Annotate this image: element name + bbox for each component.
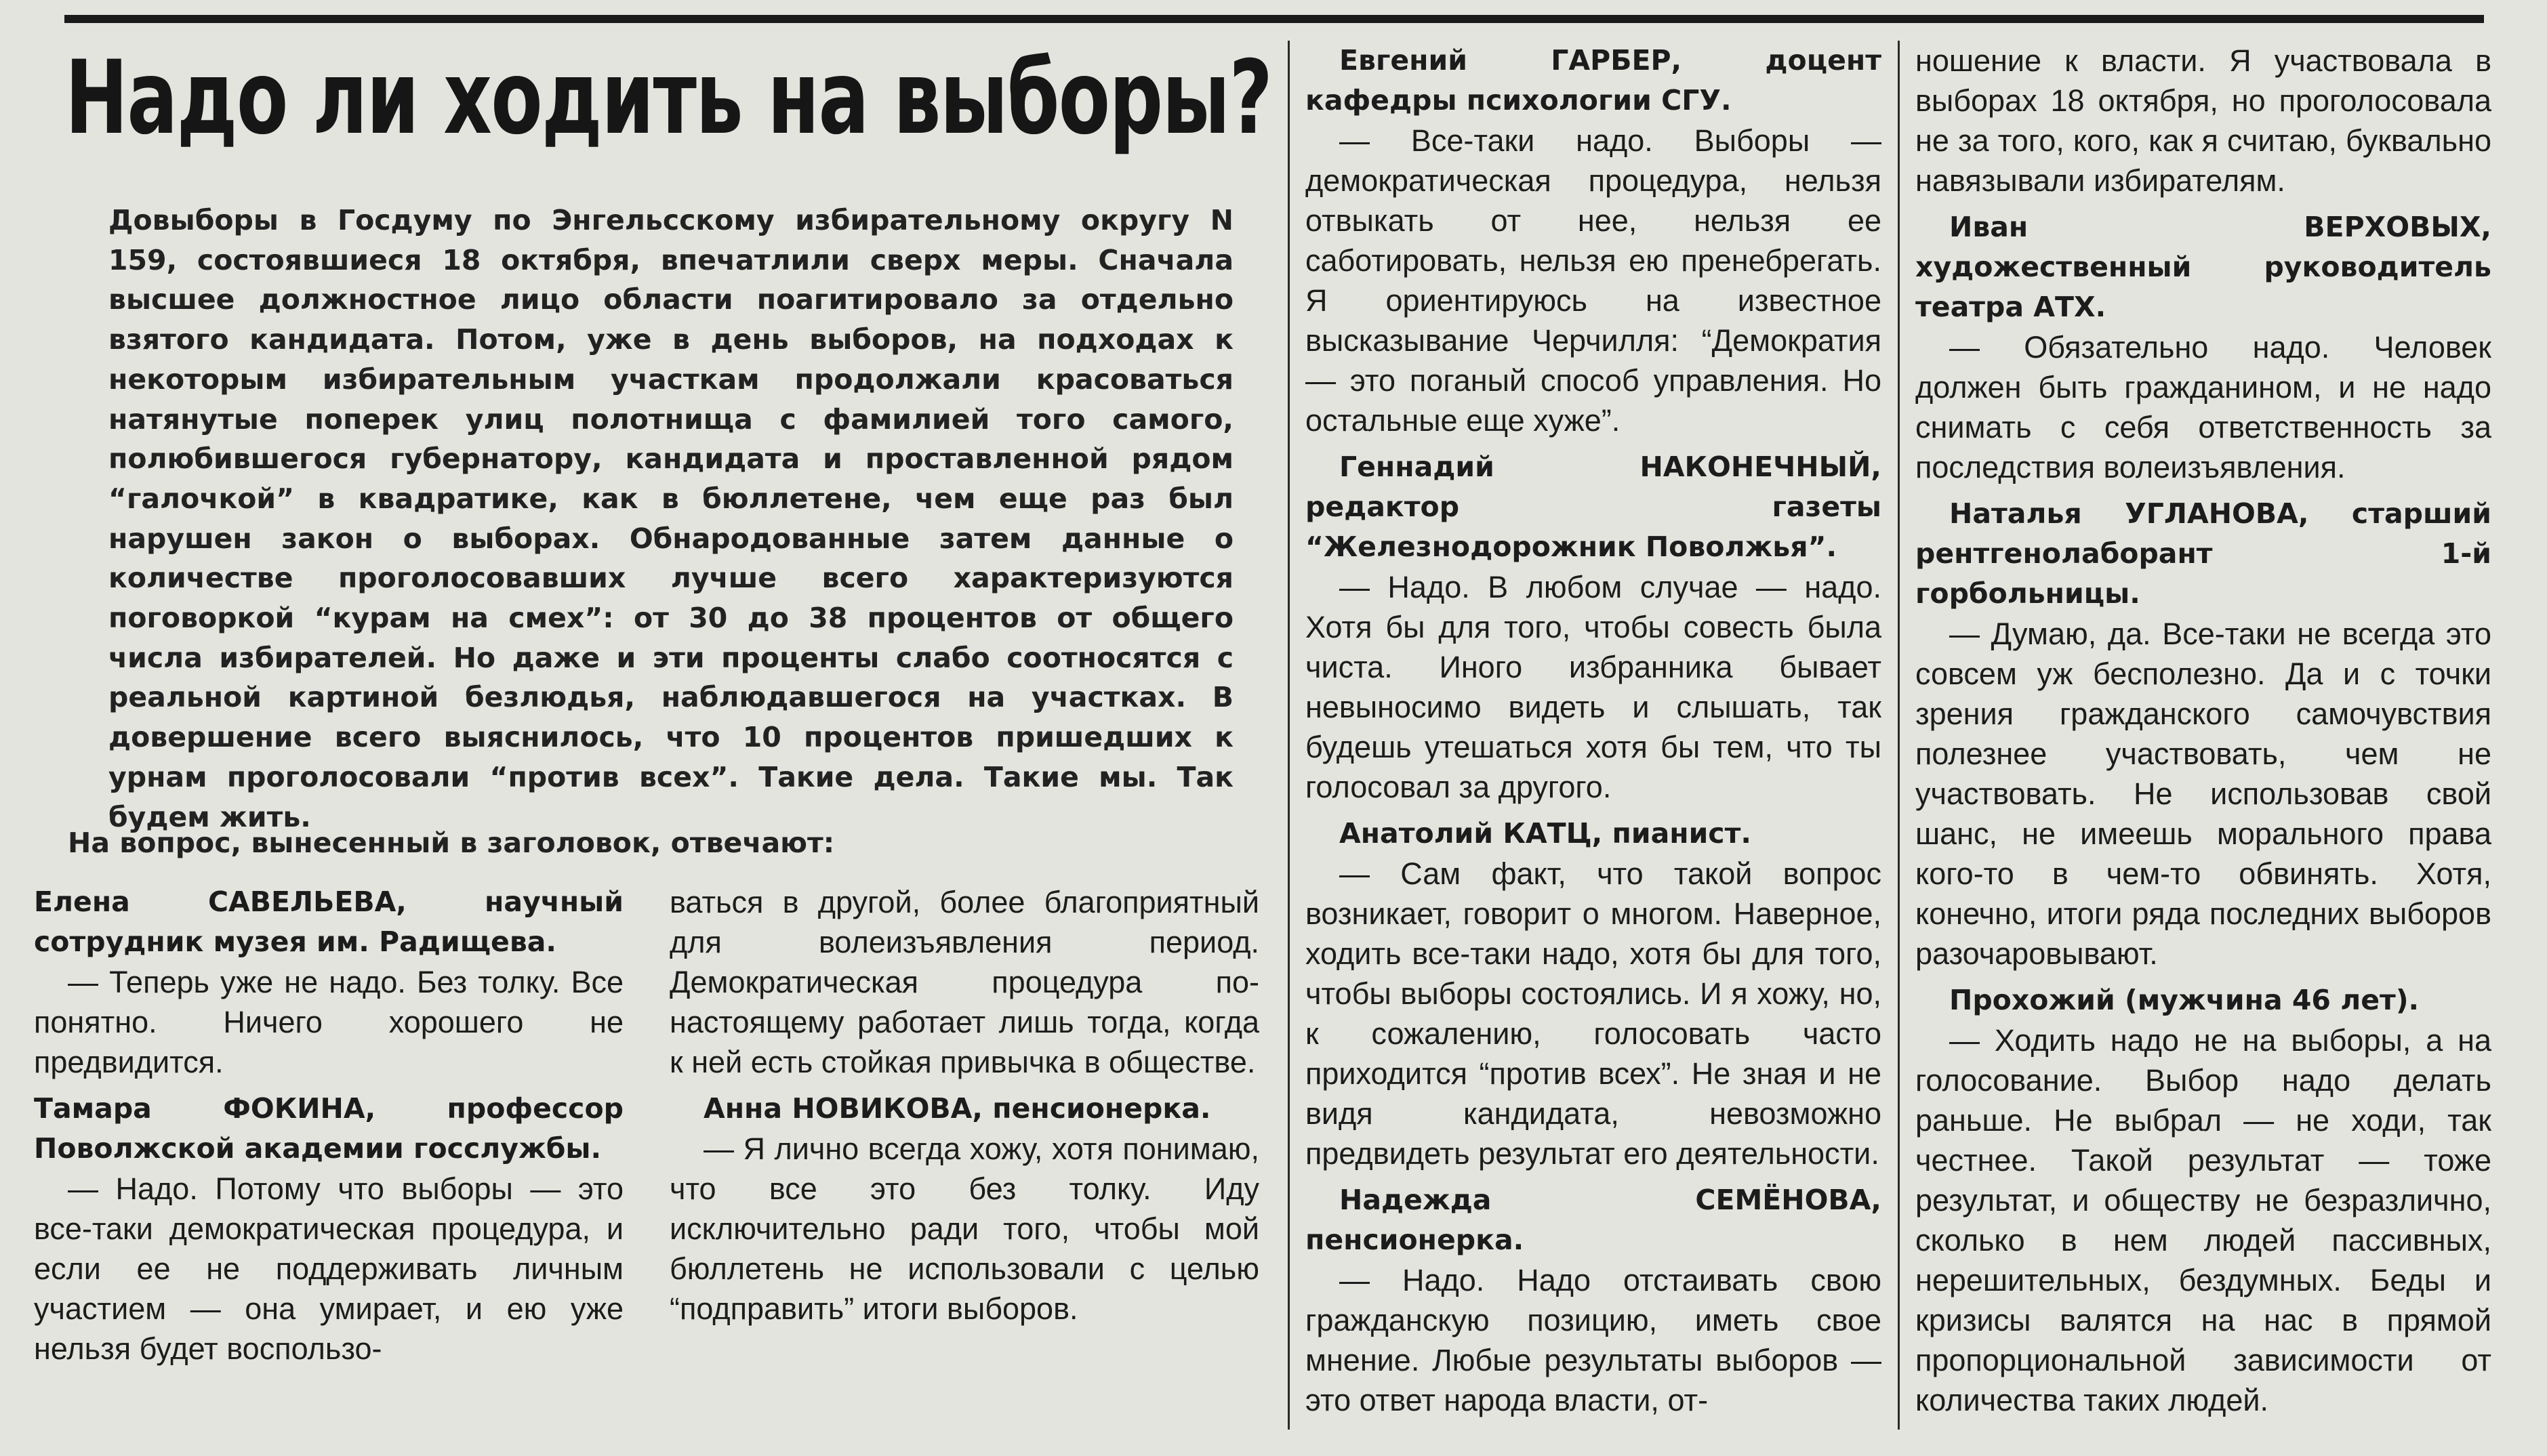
column-1	[34, 882, 624, 1369]
respondent-answer-continued: ношение к власти. Я участвовала в выборах 18 октября, но проголосовала не за того, кого, как я считаю, буквально навязывали избирателям.	[1915, 43, 2491, 198]
respondent-answer: — Надо. В любом случае — надо. Хотя бы для того, чтобы совесть была чиста. Иного избранника бывает невыносимо видеть и слышать, так будешь утешаться хотя бы тем, что ты голосовал за другого.	[1305, 570, 1881, 804]
respondent-name: Анатолий КАТЦ, пианист.	[1339, 817, 1751, 850]
question-line: На вопрос, вынесенный в заголовок, отвечают:	[68, 827, 835, 859]
respondent-name: Елена САВЕЛЬЕВА, научный сотрудник музея им. Радищева.	[34, 886, 624, 958]
respondent-answer: — Надо. Надо отстаивать свою гражданскую позицию, иметь свое мнение. Любые результаты выборов — это ответ народа власти, от-	[1305, 1263, 1881, 1417]
respondent-answer: — Думаю, да. Все-таки не всегда это совсем уж бесполезно. Да и с точки зрения гражданского самочувствия полезнее участвовать, чем не участвовать. Не использовав свой шанс, не имеешь морального права кого-то в чем-то обвинять. Хотя, конечно, итоги ряда последних выборов разочаровывают.	[1915, 617, 2491, 971]
respondent-name: Надежда СЕМЁНОВА, пенсионерка.	[1305, 1184, 1881, 1256]
respondent-name: Наталья УГЛАНОВА, старший рентгенолаборант 1-й горбольницы.	[1915, 497, 2491, 610]
respondent-answer-continued: ваться в другой, более благоприятный для волеизъявления период. Демократическая процедура по-настоящему работает лишь тогда, когда к ней есть стойкая привычка в обществе.	[670, 885, 1259, 1079]
respondent-answer: — Все-таки надо. Выборы — демократическая процедура, нельзя отвыкать от нее, нельзя ее саботировать, нельзя ею пренебрегать. Я ориентируюсь на известное высказывание Черчилля: “Демократия — это поганый способ управления. Но остальные еще хуже”.	[1305, 123, 1881, 438]
respondent-answer: — Сам факт, что такой вопрос возникает, говорит о многом. Наверное, ходить все-таки надо, хотя бы для того, чтобы выборы состоялись. И я хожу, но, к сожалению, голосовать часто приходится “против всех”. Не зная и не видя кандидата, невозможно предвидеть результат его деятельности.	[1305, 856, 1881, 1171]
top-rule	[64, 15, 2484, 23]
respondent-answer: — Ходить надо не на выборы, а на голосование. Выбор надо делать раньше. Не выбрал — не ходи, так честнее. Такой результат — тоже результат, и обществу не безразлично, сколько в нем людей пассивных, нерешительных, бездумных. Беды и кризисы валятся на нас в прямой пропорциональной зависимости от количества таких людей.	[1915, 1023, 2491, 1417]
respondent-name: Прохожий (мужчина 46 лет).	[1949, 984, 2420, 1016]
respondent-name: Анна НОВИКОВА, пенсионерка.	[704, 1092, 1211, 1125]
column-3	[1305, 41, 1881, 1420]
column-divider	[1288, 41, 1290, 1430]
respondent-name: Геннадий НАКОНЕЧНЫЙ, редактор газеты “Железнодорожник Поволжья”.	[1305, 451, 1881, 563]
column-2	[670, 882, 1259, 1329]
respondent-answer: — Надо. Потому что выборы — это все-таки демократическая процедура, и если ее не поддерживать личным участием — она умирает, и ею уже нельзя будет воспользо-	[34, 1171, 624, 1366]
respondent-answer: — Обязательно надо. Человек должен быть гражданином, и не надо снимать с себя ответственность за последствия волеизъявления.	[1915, 330, 2491, 484]
column-4	[1915, 41, 2491, 1420]
respondent-name: Евгений ГАРБЕР, доцент кафедры психологии СГУ.	[1305, 44, 1881, 117]
respondent-name: Тамара ФОКИНА, профессор Поволжской академии госслужбы.	[34, 1092, 624, 1165]
respondent-answer: — Я лично всегда хожу, хотя понимаю, что все это без толку. Иду исключительно ради того, чтобы мой бюллетень не использовали с целью “подправить” итоги выборов.	[670, 1131, 1259, 1326]
column-divider	[1898, 41, 1900, 1430]
respondent-name: Иван ВЕРХОВЫХ, художественный руководитель театра АТХ.	[1915, 211, 2491, 323]
article-headline: Надо ли ходить на выборы?	[65, 39, 1272, 157]
article-lead: Довыборы в Госдуму по Энгельсскому избирательному округу N 159, состоявшиеся 18 октября, впечатлили сверх меры. Сначала высшее должностное лицо области поагитировало за отдельно взятого кандидата. Потом, уже в день выборов, на подходах к некоторым избирательным участкам продолжали красоваться натянутые поперек улиц полотнища с фамилией того самого, полюбившегося губернатору, кандидата и проставленной рядом “галочкой” в квадратике, как в бюллетене, чем еще раз был нарушен закон о выборах. Обнародованные затем данные о количестве проголосовавших лучше всего характеризуются поговоркой “курам на смех”: от 30 до 38 процентов от общего числа избирателей. Но даже и эти проценты слабо соотносятся с реальной картиной безлюдья, наблюдавшегося на участках. В довершение всего выяснилось, что 10 процентов пришедших к урнам проголосовали “против всех”. Такие дела. Такие мы. Так будем жить.	[108, 204, 1234, 833]
respondent-answer: — Теперь уже не надо. Без толку. Все понятно. Ничего хорошего не предвидится.	[34, 965, 624, 1079]
